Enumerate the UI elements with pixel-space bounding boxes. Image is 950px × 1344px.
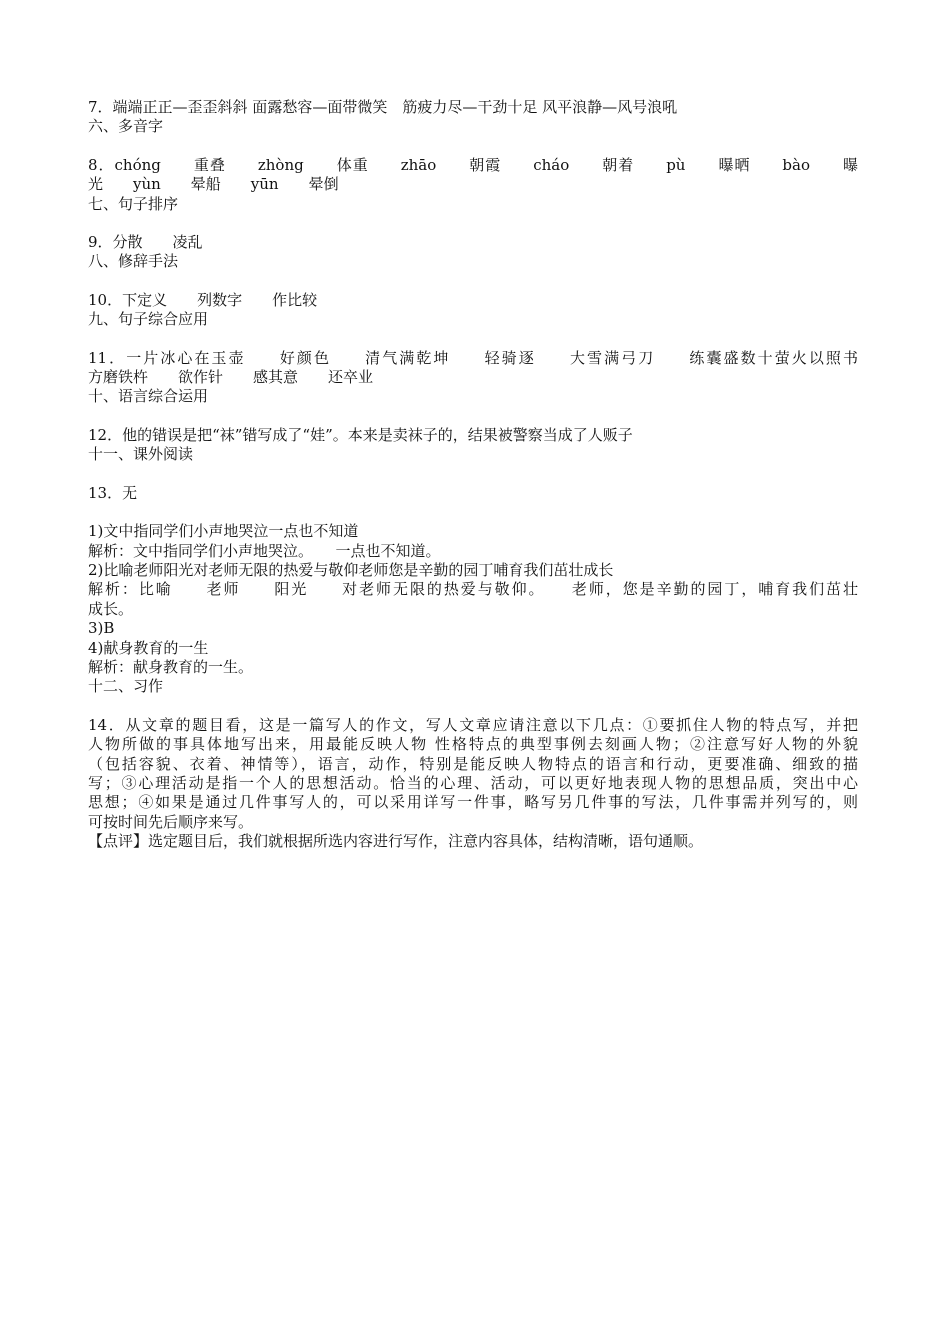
answer-13: 13．无: [88, 483, 138, 502]
sub-answer-1: 1)文中指同学们小声地哭泣一点也不知道: [88, 522, 359, 541]
answer-14-line-6: 可按时间先后顺序来写。: [88, 812, 254, 831]
spacer: [88, 697, 858, 716]
answer-14-line-4: 写；③心理活动是指一个人的思想活动。恰当的心理、活动，可以更好地表现人物的思想品质，突出中心: [88, 773, 858, 792]
sub-answer-3: 3)B: [88, 619, 115, 638]
answer-document: [88, 98, 858, 852]
sub-answer-2-analysis-line-2: 成长。: [88, 599, 134, 618]
answer-7-antonyms: 7．端端正正—歪歪斜斜 面露愁容—面带微笑 筋疲力尽—干劲十足 风平浪静—风号浪吼: [88, 98, 678, 116]
commentary: 【点评】选定题目后，我们就根据所选内容进行写作，注意内容具体，结构清晰，语句通顺。: [88, 832, 704, 851]
answer-11-line-1: 11．一片冰心在玉壶 好颜色 清气满乾坤 轻骑逐 大雪满弓刀 练囊盛数十萤火以照书: [88, 348, 858, 367]
section-heading-composition: 十二、习作: [88, 677, 164, 696]
answer-14-line-3: （包括容貌、衣着、神情等），语言，动作，特别是能反映人物特点的语言和行动，更要准确、细致的描: [88, 754, 858, 773]
answer-12: 12．他的错误是把“袜”错写成了“娃”。本来是卖袜子的，结果被警察当成了人贩子: [88, 425, 633, 444]
sub-answer-1-analysis: 解析：文中指同学们小声地哭泣。 一点也不知道。: [88, 541, 441, 560]
answer-14-line-5: 思想；④如果是通过几件事写人的，可以采用详写一件事，略写另几件事的写法，几件事需并列写的，则: [88, 793, 858, 812]
section-heading-sentence-order: 七、句子排序: [88, 194, 179, 213]
answer-14-line-2: 人物所做的事具体地写出来，用最能反映人物 性格特点的典型事例去刻画人物；②注意写好人物的外貌: [88, 735, 858, 754]
section-heading-sentence-application: 九、句子综合应用: [88, 310, 209, 329]
answer-11-line-2: 方磨铁杵 欲作针 感其意 还卒业: [88, 368, 374, 387]
sub-answer-2-analysis-line-1: 解析：比喻 老师 阳光 对老师无限的热爱与敬仰。 老师，您是辛勤的园丁，哺育我们茁壮: [88, 580, 858, 599]
spacer: [88, 465, 858, 484]
spacer: [88, 272, 858, 291]
spacer: [88, 407, 858, 426]
section-heading-language-use: 十、语言综合运用: [88, 387, 209, 406]
sub-answer-4-analysis: 解析：献身教育的一生。: [88, 657, 254, 676]
section-heading-polyphones: 六、多音字: [88, 117, 164, 136]
section-heading-extra-reading: 十一、课外阅读: [88, 445, 194, 464]
answer-8-line-1: 8．chóng 重叠 zhòng 体重 zhāo 朝霞 cháo 朝着 pù 曝晒 bào 曝: [88, 155, 858, 174]
sub-answer-2: 2)比喻老师阳光对老师无限的热爱与敬仰老师您是辛勤的园丁哺育我们茁壮成长: [88, 560, 614, 579]
spacer: [88, 137, 858, 156]
answer-9: 9．分散 凌乱: [88, 233, 203, 252]
sub-answer-4: 4)献身教育的一生: [88, 638, 209, 657]
answer-10: 10．下定义 列数字 作比较: [88, 290, 318, 309]
spacer: [88, 330, 858, 349]
answer-14-line-1: 14．从文章的题目看，这是一篇写人的作文，写人文章应请注意以下几点：①要抓住人物的特点写，并把: [88, 715, 858, 734]
section-heading-rhetoric: 八、修辞手法: [88, 252, 179, 271]
answer-8-line-2: 光 yùn 晕船 yūn 晕倒: [88, 175, 339, 194]
spacer: [88, 214, 858, 233]
spacer: [88, 503, 858, 522]
